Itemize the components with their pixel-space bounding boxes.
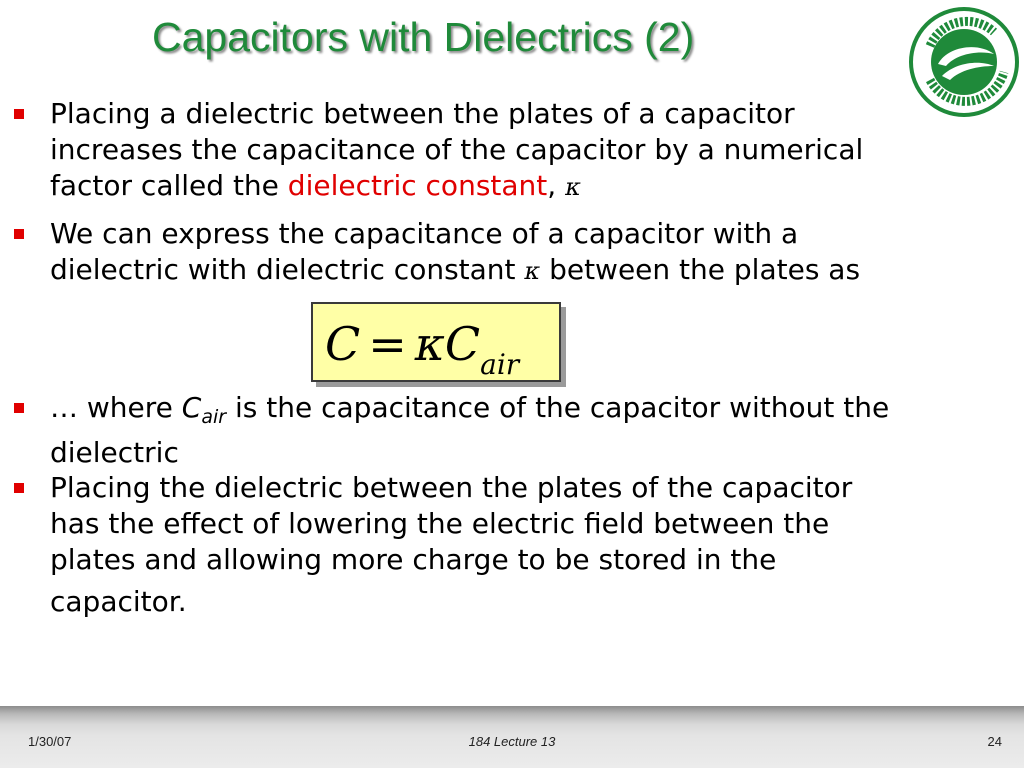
bullet-text-line: capacitor. <box>50 585 187 618</box>
kappa-symbol: κ <box>524 257 541 285</box>
bullet-text-line <box>50 168 863 205</box>
department-logo <box>908 6 1020 118</box>
text-segment: between the plates as <box>540 253 861 286</box>
equation-lhs: C <box>325 317 361 371</box>
bullet-item <box>14 470 852 626</box>
bullet-marker <box>14 109 24 119</box>
bullet-text-line: dielectric <box>50 436 179 469</box>
footer-lecture: 184 Lecture 13 <box>468 734 556 749</box>
bullet-text-line: plates and allowing more charge to be stored in the <box>50 543 777 576</box>
bullet-item <box>14 96 863 205</box>
bullet-marker <box>14 403 24 413</box>
bullet-text-line: Placing the dielectric between the plates of the capacitor <box>50 471 853 504</box>
subscript: air <box>201 406 227 428</box>
bullet-marker <box>14 229 24 239</box>
equation-subscript: air <box>480 348 520 381</box>
text-segment: factor called the <box>50 169 288 202</box>
bullet-text-line: has the effect of lowering the electric field between the <box>50 507 830 540</box>
bullet-text-line: We can express the capacitance of a capacitor with a <box>50 217 799 250</box>
equation-equals: = <box>368 317 407 371</box>
text-segment: is the capacitance of the capacitor without the <box>226 391 890 424</box>
kappa-symbol: κ <box>565 173 581 201</box>
slide-title: Capacitors with Dielectrics (2) <box>152 14 695 60</box>
bullet-item <box>14 390 889 471</box>
bullet-item <box>14 216 860 289</box>
text-segment: dielectric with dielectric constant <box>50 253 525 286</box>
bullet-text-line: increases the capacitance of the capacitor by a numerical <box>50 133 864 166</box>
equation-rhs: C <box>444 317 481 371</box>
bullet-text-line: Placing a dielectric between the plates of a capacitor <box>50 97 795 130</box>
equation-box <box>311 302 561 382</box>
c-symbol: C <box>181 391 202 424</box>
footer-date: 1/30/07 <box>28 734 72 749</box>
equation-kappa: κ <box>414 317 445 371</box>
slide-number: 24 <box>987 734 1002 749</box>
bullet-text-line <box>50 252 860 289</box>
slide-footer <box>0 706 1024 768</box>
text-segment: … where <box>50 391 182 424</box>
bullet-marker <box>14 483 24 493</box>
text-segment: , <box>547 169 566 202</box>
bullet-text-line <box>50 390 889 435</box>
highlighted-term: dielectric constant <box>287 169 548 202</box>
